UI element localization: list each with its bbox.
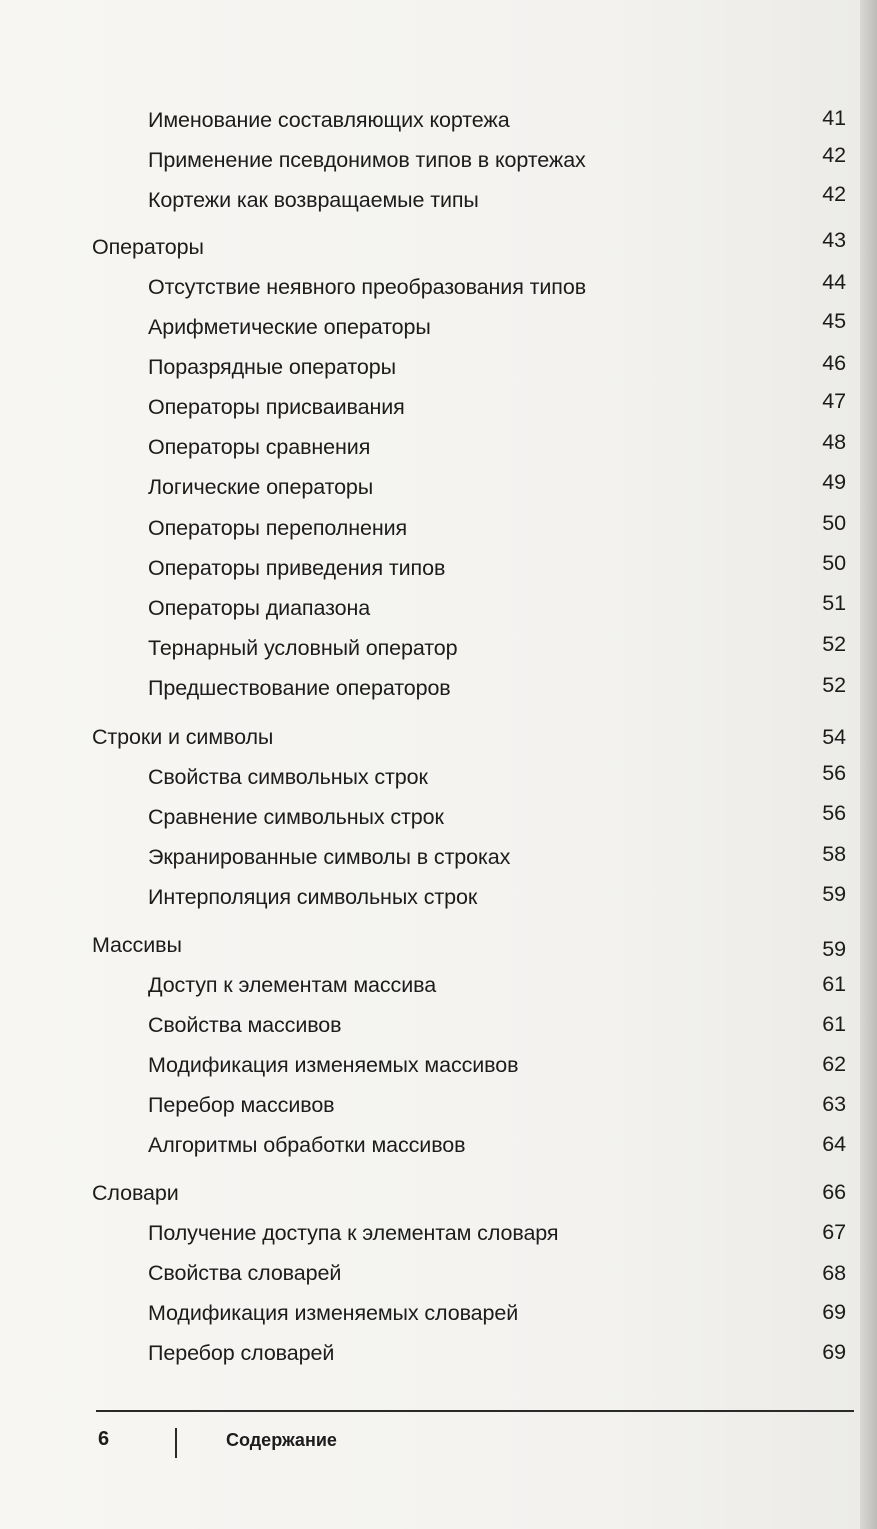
toc-entry-page: 43 — [822, 228, 846, 252]
toc-entry-page: 41 — [822, 106, 846, 130]
toc-entry-title: Алгоритмы обработки массивов — [148, 1133, 466, 1157]
toc-entry-title: Поразрядные операторы — [148, 355, 396, 379]
toc-entry-page: 64 — [822, 1132, 846, 1156]
toc-entry-page: 50 — [822, 551, 846, 575]
toc-entry-page: 48 — [822, 430, 846, 454]
toc-subentry — [0, 591, 860, 625]
toc-entry-title: Словари — [92, 1181, 179, 1205]
toc-entry-title: Операторы сравнения — [148, 435, 371, 459]
toc-section-entry — [0, 928, 860, 962]
toc-subentry — [0, 183, 860, 217]
toc-entry-page: 61 — [822, 1012, 846, 1036]
toc-entry-title: Кортежи как возвращаемые типы — [148, 188, 479, 212]
toc-subentry — [0, 350, 860, 384]
toc-subentry — [0, 760, 860, 794]
toc-subentry — [0, 840, 860, 874]
toc-entry-title: Перебор массивов — [148, 1093, 335, 1117]
toc-entry-title: Арифметические операторы — [148, 315, 431, 339]
toc-section-entry — [0, 230, 860, 264]
toc-entry-page: 51 — [822, 591, 846, 615]
toc-subentry — [0, 1256, 860, 1290]
toc-entry-page: 52 — [822, 632, 846, 656]
toc-subentry — [0, 390, 860, 424]
toc-entry-title: Предшествование операторов — [148, 676, 451, 700]
toc-entry-page: 68 — [822, 1261, 846, 1285]
toc-entry-title: Сравнение символьных строк — [148, 805, 444, 829]
toc-entry-title: Операторы переполнения — [148, 516, 408, 540]
toc-entry-page: 61 — [822, 972, 846, 996]
toc-subentry — [0, 1296, 860, 1330]
toc-entry-page: 66 — [822, 1180, 846, 1204]
toc-subentry — [0, 1048, 860, 1082]
toc-subentry — [0, 511, 860, 545]
toc-entry-page: 49 — [822, 470, 846, 494]
toc-entry-page: 46 — [822, 351, 846, 375]
toc-entry-title: Операторы диапазона — [148, 596, 371, 620]
toc-entry-page: 52 — [822, 673, 846, 697]
toc-entry-page: 59 — [822, 937, 846, 961]
toc-entry-page: 69 — [822, 1300, 846, 1324]
toc-subentry — [0, 1336, 860, 1370]
toc-subentry — [0, 968, 860, 1002]
toc-entry-page: 69 — [822, 1340, 846, 1364]
toc-subentry — [0, 143, 860, 177]
footer-page-number: 6 — [98, 1428, 110, 1450]
toc-entry-title: Свойства массивов — [148, 1013, 342, 1037]
toc-subentry — [0, 1216, 860, 1250]
toc-entry-title: Логические операторы — [148, 475, 374, 499]
toc-subentry — [0, 430, 860, 464]
toc-entry-title: Массивы — [92, 933, 182, 957]
toc-subentry — [0, 1088, 860, 1122]
toc-entry-title: Интерполяция символьных строк — [148, 885, 478, 909]
toc-entry-title: Операторы — [92, 235, 204, 259]
toc-entry-title: Получение доступа к элементам словаря — [148, 1221, 559, 1245]
toc-section-entry — [0, 1176, 860, 1210]
toc-entry-page: 45 — [822, 309, 846, 333]
toc-entry-title: Операторы приведения типов — [148, 556, 446, 580]
toc-subentry — [0, 310, 860, 344]
toc-subentry — [0, 1128, 860, 1162]
toc-entry-page: 62 — [822, 1052, 846, 1076]
toc-subentry — [0, 103, 860, 137]
toc-entry-title: Свойства словарей — [148, 1261, 342, 1285]
toc-entry-page: 63 — [822, 1092, 846, 1116]
toc-entry-title: Экранированные символы в строках — [148, 845, 511, 869]
toc-entry-page: 67 — [822, 1220, 846, 1244]
footer-section-title: Содержание — [226, 1430, 337, 1450]
toc-subentry — [0, 631, 860, 665]
footer-rule — [96, 1410, 854, 1412]
toc-entry-page: 47 — [822, 389, 846, 413]
toc-entry-title: Применение псевдонимов типов в кортежах — [148, 148, 586, 172]
toc-entry-page: 44 — [822, 270, 846, 294]
page-edge — [860, 0, 877, 1529]
toc-entry-page: 56 — [822, 801, 846, 825]
toc-entry-title: Модификация изменяемых словарей — [148, 1301, 519, 1325]
footer-divider — [175, 1428, 177, 1458]
toc-subentry — [0, 470, 860, 504]
toc-entry-title: Тернарный условный оператор — [148, 636, 458, 660]
toc-entry-page: 50 — [822, 511, 846, 535]
toc-subentry — [0, 671, 860, 705]
toc-section-entry — [0, 720, 860, 754]
toc-subentry — [0, 880, 860, 914]
toc-entry-title: Именование составляющих кортежа — [148, 108, 510, 132]
toc-entry-page: 58 — [822, 842, 846, 866]
toc-entry-page: 42 — [822, 143, 846, 167]
toc-subentry — [0, 1008, 860, 1042]
toc-entry-page: 42 — [822, 182, 846, 206]
toc-entry-title: Отсутствие неявного преобразования типов — [148, 275, 587, 299]
toc-entry-title: Строки и символы — [92, 725, 274, 749]
toc-subentry — [0, 270, 860, 304]
toc-entry-page: 54 — [822, 725, 846, 749]
toc-entry-title: Перебор словарей — [148, 1341, 335, 1365]
toc-entry-page: 56 — [822, 761, 846, 785]
toc-entry-title: Модификация изменяемых массивов — [148, 1053, 519, 1077]
toc-entry-title: Свойства символьных строк — [148, 765, 428, 789]
toc-entry-page: 59 — [822, 882, 846, 906]
toc-entry-title: Доступ к элементам массива — [148, 973, 437, 997]
toc-entry-title: Операторы присваивания — [148, 395, 405, 419]
toc-subentry — [0, 800, 860, 834]
toc-subentry — [0, 551, 860, 585]
